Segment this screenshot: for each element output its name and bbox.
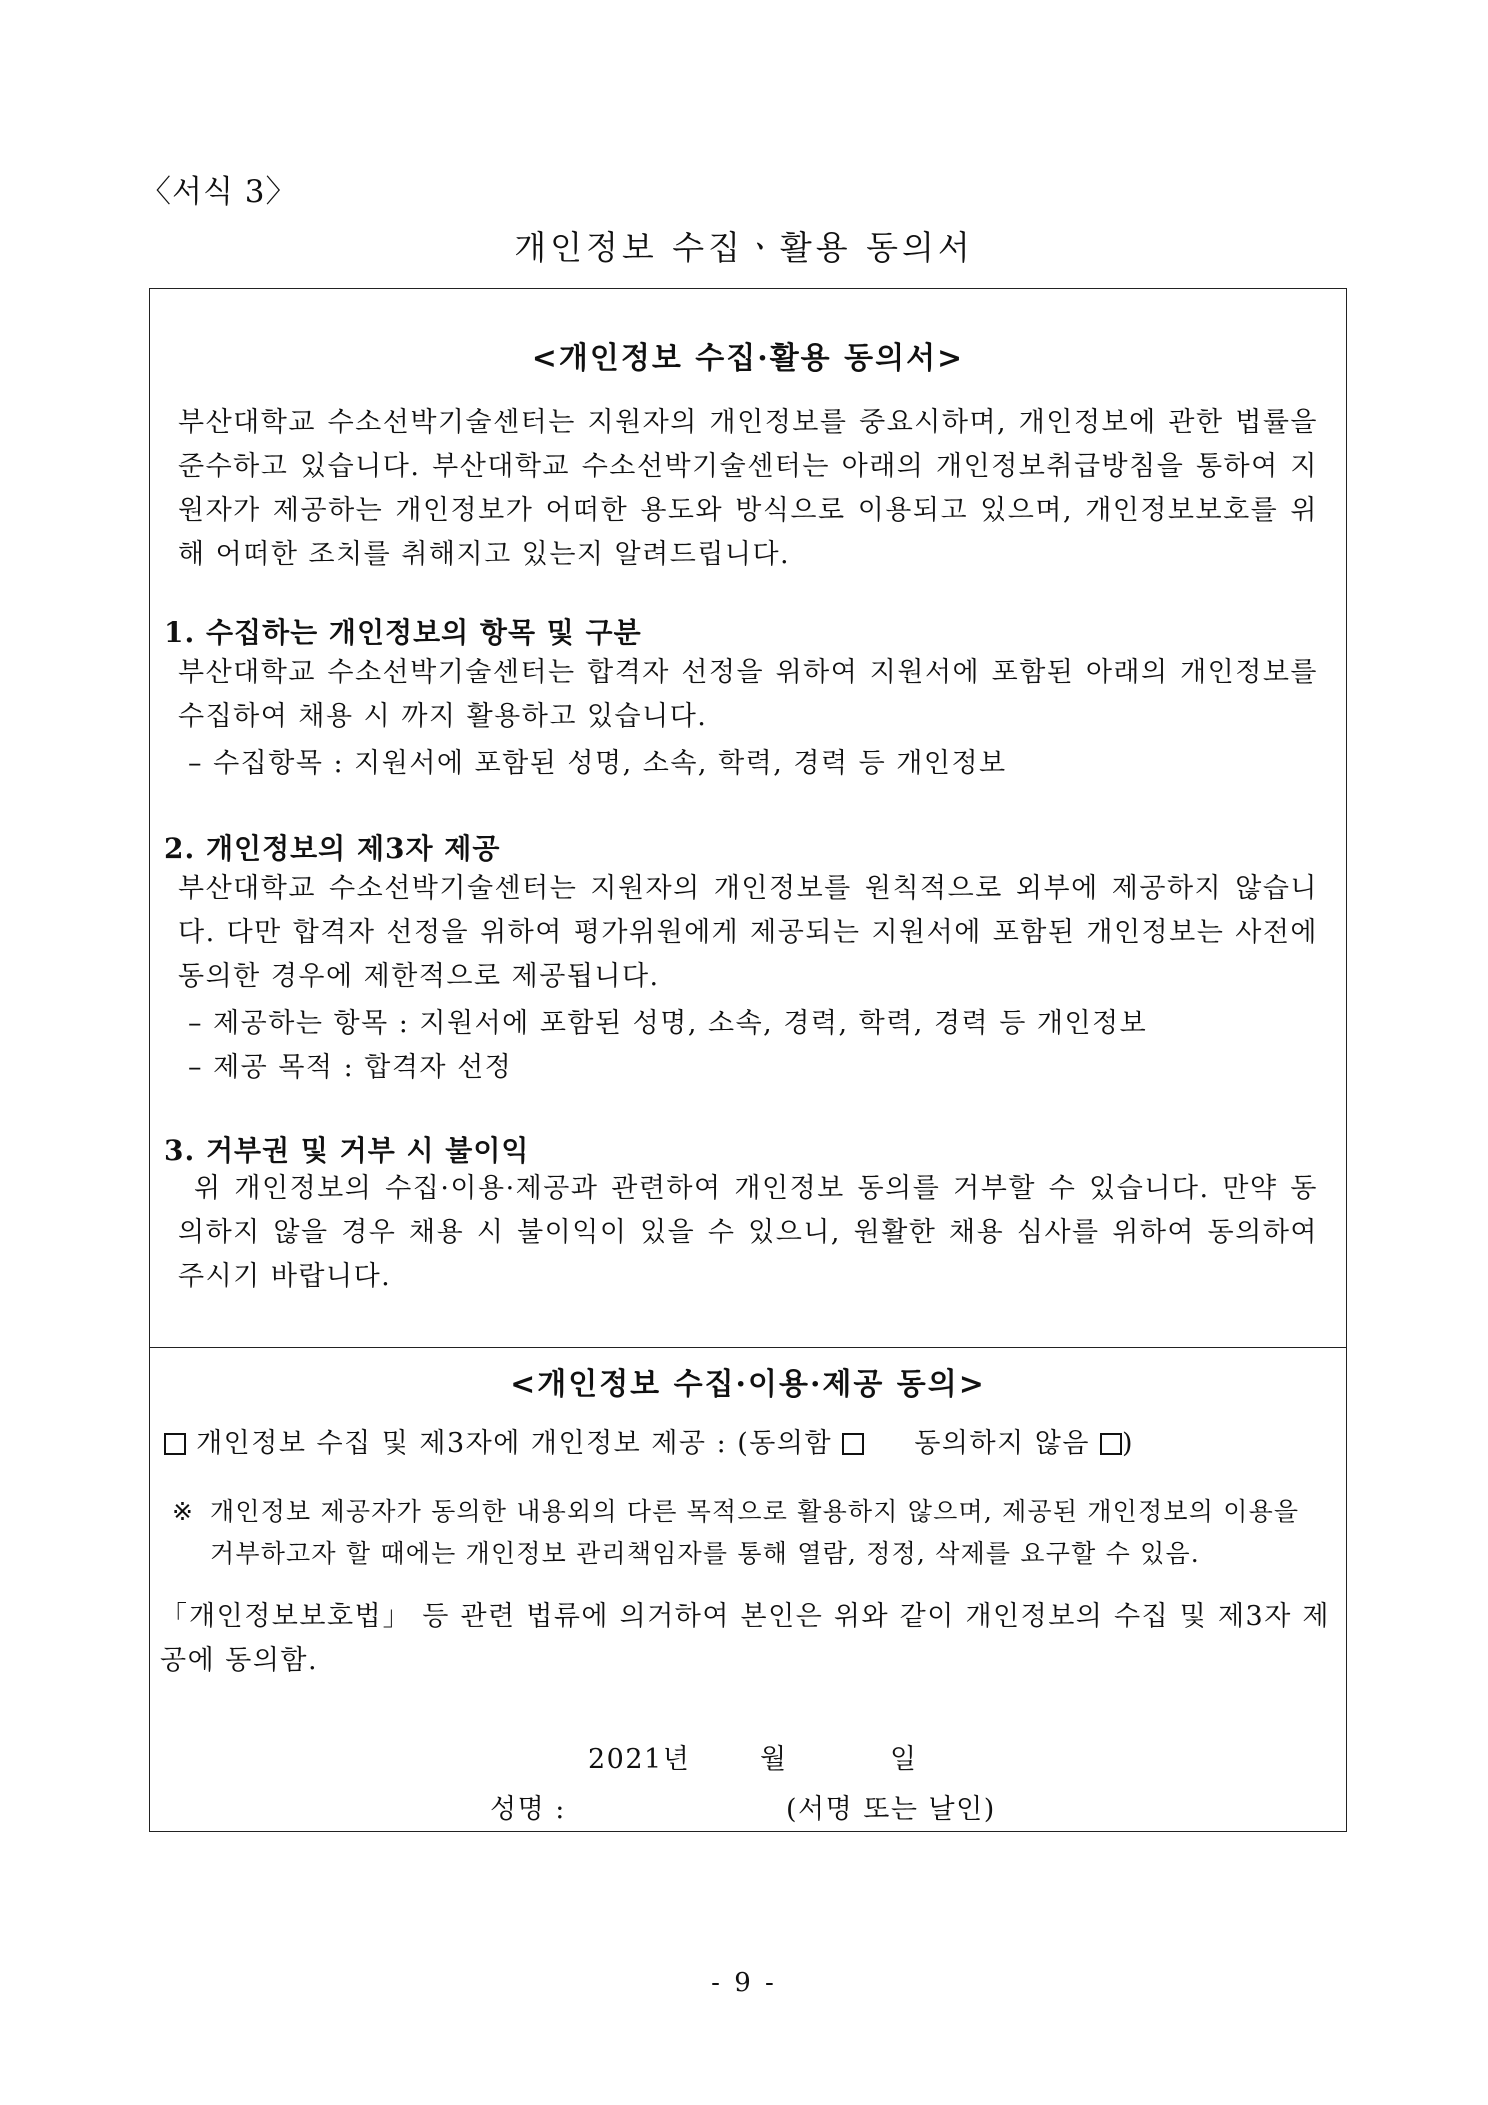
consent-label: 개인정보 수집 및 제3자에 개인정보 제공 : ( <box>196 1428 750 1459</box>
disagree-label: 동의하지 않음 <box>914 1428 1090 1459</box>
notice-title: <개인정보 수집·활용 동의서> <box>531 341 965 376</box>
section-2-item-1: – 제공하는 항목 : 지원서에 포함된 성명, 소속, 경력, 학력, 경력 등 개인정보 <box>188 1008 1148 1039</box>
section-3-body: 위 개인정보의 수집·이용·제공과 관련하여 개인정보 동의를 거부할 수 있습니다. 만약 동의하지 않을 경우 채용 시 불이익이 있을 수 있으니, 원활한 채용 심사를 위하여 동의하여 주시기 바랍니다. <box>178 1173 1318 1292</box>
privacy-note: 개인정보 제공자가 동의한 내용외의 다른 목적으로 활용하지 않으며, 제공된 개인정보의 이용을 거부하고자 할 때에는 개인정보 관리책임자를 통해 열람, 정정, 삭제를 요구할 수 있음. <box>210 1497 1300 1568</box>
section-1-item: – 수집항목 : 지원서에 포함된 성명, 소속, 학력, 경력 등 개인정보 <box>188 748 1007 779</box>
section-2-item-2: – 제공 목적 : 합격자 선정 <box>188 1052 513 1083</box>
name-label: 성명 : <box>490 1794 566 1825</box>
section-3-heading: 3. 거부권 및 거부 시 불이익 <box>164 1134 530 1167</box>
date-year: 2021년 <box>588 1744 691 1775</box>
section-2-body: 부산대학교 수소선박기술센터는 지원자의 개인정보를 원칙적으로 외부에 제공하지 않습니다. 다만 합격자 선정을 위하여 평가위원에게 제공되는 지원서에 포함된 개인정보는 사전에 동의한 경우에 제한적으로 제공됩니다. <box>178 873 1318 992</box>
section-2-heading: 2. 개인정보의 제3자 제공 <box>164 832 501 865</box>
consent-main-checkbox[interactable] <box>164 1433 186 1455</box>
consent-row <box>164 1421 1134 1460</box>
agree-label: 동의함 <box>749 1428 833 1459</box>
consent-form-frame <box>149 288 1347 1832</box>
intro-paragraph: 부산대학교 수소선박기술센터는 지원자의 개인정보를 중요시하며, 개인정보에 관한 법률을 준수하고 있습니다. 부산대학교 수소선박기술센터는 아래의 개인정보취급방침을 통하여 지원자가 제공하는 개인정보가 어떠한 용도와 방식으로 이용되고 있으며, 개인정보보호를 위해 어떠한 조치를 취해지고 있는지 알려드립니다. <box>178 407 1318 570</box>
close-paren: ) <box>1122 1428 1135 1459</box>
section-divider <box>150 1347 1346 1348</box>
consent-title: <개인정보 수집·이용·제공 동의> <box>510 1367 986 1402</box>
date-day: 일 <box>890 1744 918 1775</box>
consent-statement: 「개인정보보호법」 등 관련 법류에 의거하여 본인은 위와 같이 개인정보의 수집 및 제3자 제공에 동의함. <box>160 1601 1330 1676</box>
page-number: - 9 - <box>711 1968 777 1998</box>
disagree-checkbox[interactable] <box>1100 1433 1122 1455</box>
section-1-body: 부산대학교 수소선박기술센터는 합격자 선정을 위하여 지원서에 포함된 아래의 개인정보를 수집하여 채용 시 까지 활용하고 있습니다. <box>178 657 1318 732</box>
signature-label: (서명 또는 날인) <box>786 1794 996 1825</box>
document-title: 개인정보 수집ㆍ활용 동의서 <box>514 228 974 267</box>
note-mark: ※ <box>172 1497 195 1526</box>
date-month: 월 <box>760 1744 788 1775</box>
form-number-label: 〈서식 3〉 <box>140 174 298 210</box>
agree-checkbox[interactable] <box>842 1433 864 1455</box>
section-1-heading: 1. 수집하는 개인정보의 항목 및 구분 <box>164 616 642 649</box>
